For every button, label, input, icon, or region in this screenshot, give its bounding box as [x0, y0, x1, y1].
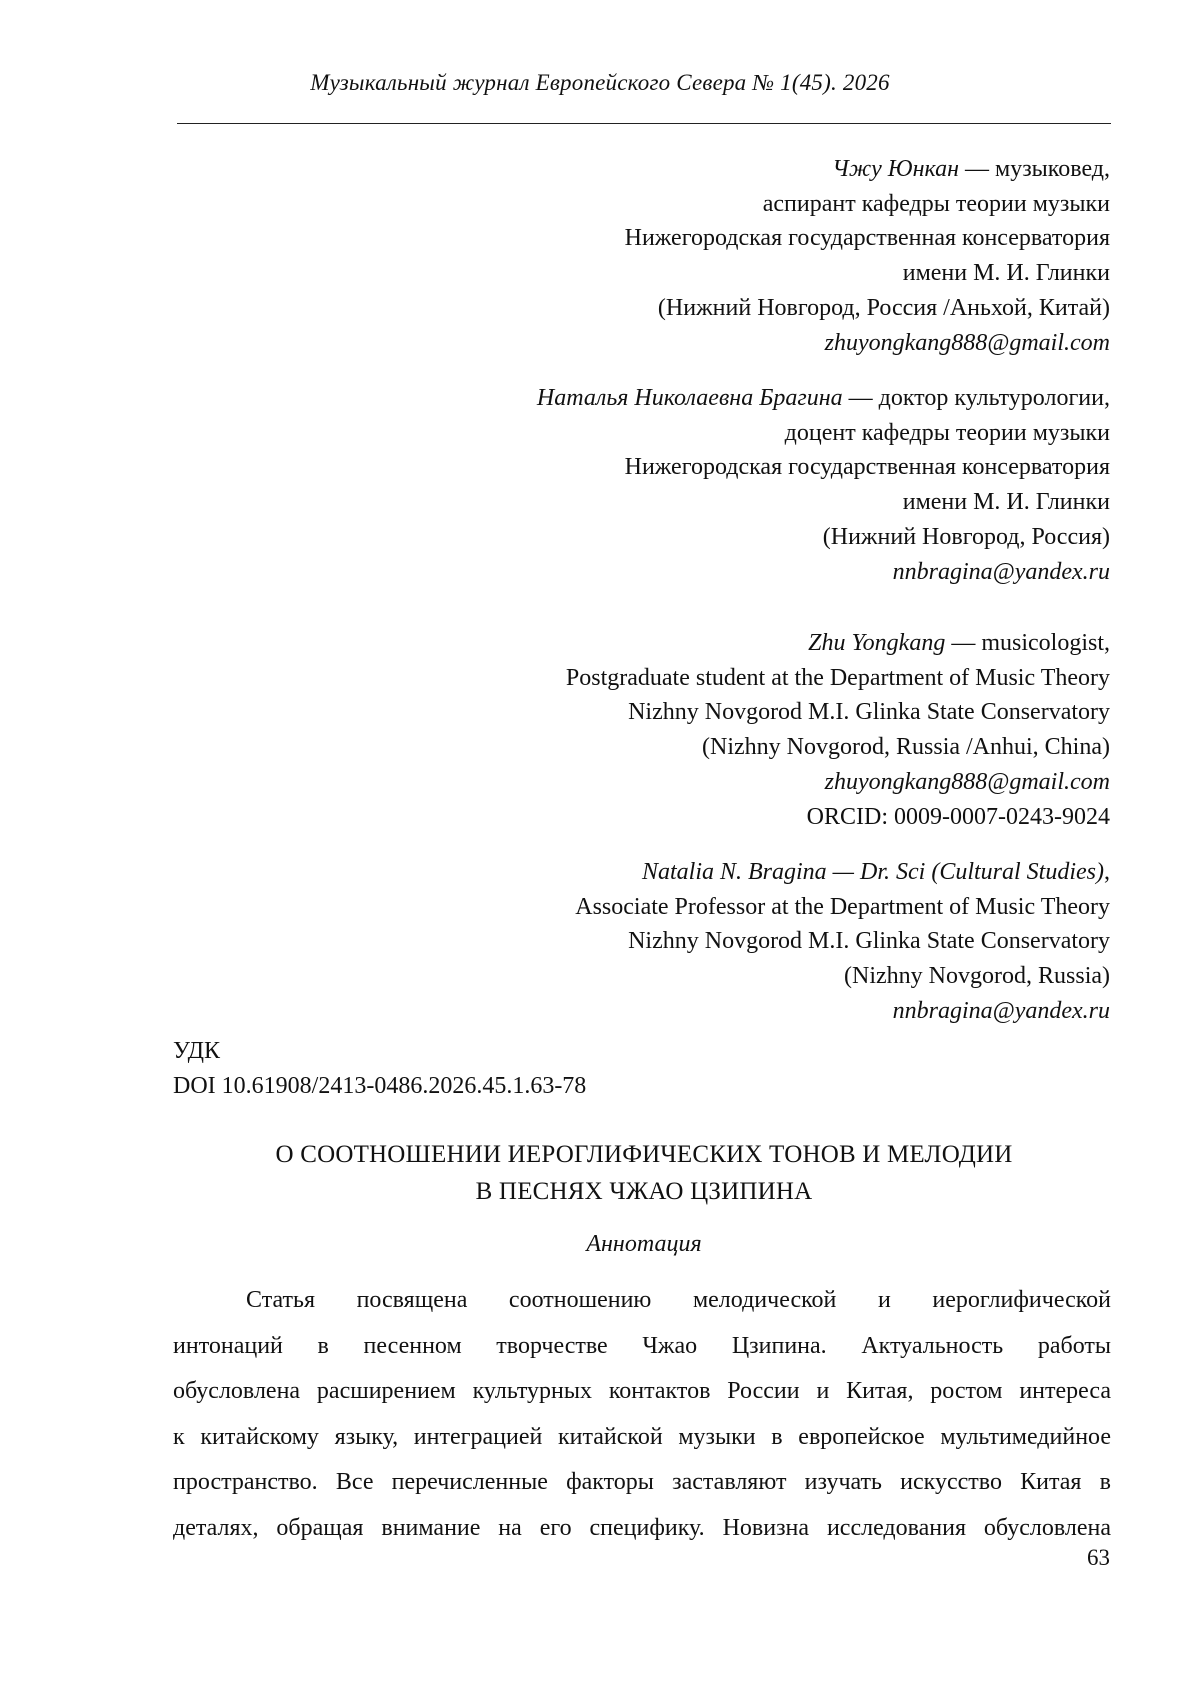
author-orcid: ORCID: 0009-0007-0243-9024	[806, 803, 1110, 830]
author-email[interactable]: zhuyongkang888@gmail.com	[824, 768, 1110, 795]
author-name: Natalia N. Bragina — Dr. Sci (Cultural Studies)	[641, 859, 1104, 885]
author-role: — музыковед,	[959, 156, 1110, 182]
author-affiliation-line: Нижегородская государственная консерватория	[624, 454, 1110, 481]
abstract-line: пространство. Все перечисленные факторы заставляют изучать искусство Китая в	[173, 1469, 1111, 1495]
abstract-text	[173, 1278, 1111, 1551]
author-affiliation-line: Nizhny Novgorod M.I. Glinka State Conservatory	[628, 699, 1110, 726]
author-affiliation-line: Associate Professor at the Department of Music Theory	[575, 893, 1110, 920]
author-affiliation-line: имени М. И. Глинки	[902, 489, 1110, 516]
title-line: О СООТНОШЕНИИ ИЕРОГЛИФИЧЕСКИХ ТОНОВ И МЕЛОДИИ	[275, 1141, 1013, 1168]
author-affiliation-line: (Nizhny Novgorod, Russia /Anhui, China)	[702, 734, 1110, 761]
author-affiliation-line: (Nizhny Novgorod, Russia)	[844, 963, 1110, 990]
author-affiliation-line: аспирант кафедры теории музыки	[762, 190, 1110, 217]
author-email[interactable]: nnbragina@yandex.ru	[892, 558, 1110, 585]
header-rule	[177, 123, 1111, 124]
page-number: 63	[1087, 1545, 1110, 1570]
author-affiliation-line: (Нижний Новгород, Россия /Аньхой, Китай)	[657, 294, 1110, 321]
udk-label: УДК	[173, 1038, 220, 1064]
author-name: Чжу Юнкан	[832, 156, 960, 182]
author-block-ru-1	[625, 152, 1110, 360]
abstract-line: интонаций в песенном творчестве Чжао Цзипина. Актуальность работы	[173, 1332, 1111, 1359]
author-affiliation-line: Нижегородская государственная консерватория	[624, 225, 1110, 252]
author-role: — доктор культурологии,	[842, 385, 1110, 411]
author-email[interactable]: zhuyongkang888@gmail.com	[824, 329, 1110, 356]
author-affiliation-line: Nizhny Novgorod M.I. Glinka State Conservatory	[628, 928, 1110, 955]
author-block-ru-2	[537, 381, 1110, 589]
author-role: ,	[1104, 859, 1110, 885]
journal-header: Музыкальный журнал Европейского Севера № 1(45). 2026	[310, 70, 890, 95]
abstract-line: Статья посвящена соотношению мелодической и иероглифической	[246, 1287, 1111, 1313]
author-affiliation-line: (Нижний Новгород, Россия)	[822, 523, 1110, 550]
annotation-heading: Аннотация	[586, 1231, 702, 1257]
title-line: В ПЕСНЯХ ЧЖАО ЦЗИПИНА	[475, 1178, 813, 1205]
author-block-en-1	[566, 626, 1110, 834]
author-email[interactable]: nnbragina@yandex.ru	[892, 997, 1110, 1024]
author-name: Наталья Николаевна Брагина	[536, 385, 843, 411]
abstract-line: обусловлена расширением культурных контактов России и Китая, ростом интереса	[173, 1378, 1111, 1404]
udk-doi-block	[173, 1034, 586, 1103]
author-affiliation-line: имени М. И. Глинки	[902, 260, 1110, 287]
author-name: Zhu Yongkang	[808, 630, 946, 656]
abstract-line: к китайскому языку, интеграцией китайской музыки в европейское мультимедийное	[173, 1423, 1111, 1450]
abstract-line: деталях, обращая внимание на его специфику. Новизна исследования обусловлена	[173, 1514, 1111, 1541]
author-affiliation-line: доцент кафедры теории музыки	[784, 419, 1110, 446]
author-block-en-2	[575, 855, 1110, 1029]
author-affiliation-line: Postgraduate student at the Department of Music Theory	[565, 664, 1110, 691]
article-title	[0, 1136, 1200, 1210]
doi[interactable]: DOI 10.61908/2413-0486.2026.45.1.63-78	[173, 1072, 587, 1099]
author-role: — musicologist,	[945, 630, 1110, 656]
